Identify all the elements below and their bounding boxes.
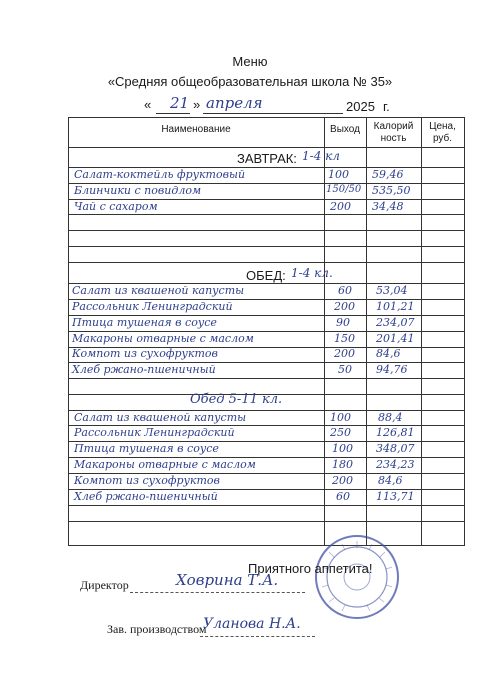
greeting: Приятного аппетита! <box>248 561 373 576</box>
lunch-label: ОБЕД: <box>246 268 286 283</box>
date-month-underline <box>203 113 343 114</box>
lunch2-item-kcal: 88,4 <box>378 411 403 424</box>
lunch2-item-name: Макароны отварные с маслом <box>74 458 256 471</box>
lunch-item-name: Салат из квашеной капусты <box>72 284 245 297</box>
school-name: «Средняя общеобразовательная школа № 35» <box>107 74 393 89</box>
lunch-item-kcal: 234,07 <box>376 316 415 329</box>
lunch2-item-out: 250 <box>330 426 351 439</box>
lunch2-item-name: Птица тушеная в соусе <box>74 442 219 455</box>
lunch-item-out: 90 <box>336 316 350 329</box>
lunch2-item-name: Компот из сухофруктов <box>74 474 220 487</box>
lunch2-item-name: Салат из квашеной капусты <box>74 411 247 424</box>
lunch-item-out: 150 <box>334 332 355 345</box>
col-price-header-1: Цена, <box>429 121 456 132</box>
round-stamp <box>312 532 402 622</box>
lunch2-item-kcal: 126,81 <box>376 426 415 439</box>
date-month: апреля <box>206 94 263 112</box>
lunch-item-name: Рассольник Ленинградский <box>72 300 233 313</box>
col-name-header: Наименование <box>161 124 231 135</box>
manager-sign-line <box>200 636 315 637</box>
breakfast-item-out: 100 <box>328 168 349 181</box>
lunch-item-kcal: 53,04 <box>376 284 408 297</box>
lunch-item-kcal: 101,21 <box>376 300 415 313</box>
breakfast-item-name: Блинчики с повидлом <box>74 184 202 197</box>
col-price-header-2: руб. <box>432 133 453 144</box>
manager-signature: Уланова Н.А. <box>203 616 301 632</box>
lunch-item-kcal: 201,41 <box>376 332 415 345</box>
lunch-note: 1-4 кл. <box>291 266 333 280</box>
lunch-item-out: 60 <box>338 284 352 297</box>
lunch-item-out: 200 <box>334 347 355 360</box>
lunch2-item-out: 100 <box>332 442 353 455</box>
lunch2-item-name: Хлеб ржано-пшеничный <box>74 490 218 503</box>
date-day-underline <box>156 113 190 114</box>
date-year: 2025 <box>346 99 375 114</box>
lunch2-item-name: Рассольник Ленинградский <box>74 426 235 439</box>
breakfast-item-out: 200 <box>330 200 351 213</box>
lunch2-item-out: 60 <box>336 490 350 503</box>
breakfast-item-name: Салат-коктейль фруктовый <box>74 168 246 181</box>
breakfast-item-name: Чай с сахаром <box>74 200 158 213</box>
date-year-suffix: г. <box>383 99 390 114</box>
lunch-item-kcal: 84,6 <box>376 347 401 360</box>
lunch-item-name: Птица тушеная в соусе <box>72 316 217 329</box>
director-label: Директор <box>80 578 129 592</box>
lunch2-label: Обед 5-11 кл. <box>190 392 283 407</box>
col-kcal-header-2: ность <box>380 133 407 144</box>
lunch2-item-out: 100 <box>330 411 351 424</box>
manager-label: Зав. производством <box>107 622 207 636</box>
breakfast-item-kcal: 34,48 <box>372 200 404 213</box>
menu-title: Меню <box>232 54 268 69</box>
lunch-item-kcal: 94,76 <box>376 363 408 376</box>
lunch2-item-kcal: 84,6 <box>378 474 403 487</box>
breakfast-note: 1-4 кл <box>302 149 340 163</box>
col-out-header: Выход <box>330 124 360 135</box>
breakfast-label: ЗАВТРАК: <box>237 151 297 166</box>
director-sign-line <box>130 592 305 593</box>
breakfast-item-kcal: 59,46 <box>372 168 404 181</box>
lunch2-item-kcal: 234,23 <box>376 458 415 471</box>
lunch2-item-kcal: 113,71 <box>376 490 415 503</box>
breakfast-item-out: 150/50 <box>326 184 362 195</box>
date-open-quote: « <box>144 97 152 112</box>
col-kcal-header-1: Калорий <box>373 121 414 132</box>
lunch-item-out: 50 <box>338 363 352 376</box>
breakfast-item-kcal: 535,50 <box>372 184 411 197</box>
lunch2-item-out: 180 <box>332 458 353 471</box>
lunch2-item-out: 200 <box>332 474 353 487</box>
date-day: 21 <box>170 94 190 112</box>
lunch-item-name: Макароны отварные с маслом <box>72 332 254 345</box>
lunch-item-name: Компот из сухофруктов <box>72 347 218 360</box>
lunch-item-name: Хлеб ржано-пшеничный <box>72 363 216 376</box>
date-close-quote: » <box>193 97 201 112</box>
director-signature: Ховрина Т.А. <box>176 571 279 589</box>
lunch2-item-kcal: 348,07 <box>376 442 415 455</box>
lunch-item-out: 200 <box>334 300 355 313</box>
